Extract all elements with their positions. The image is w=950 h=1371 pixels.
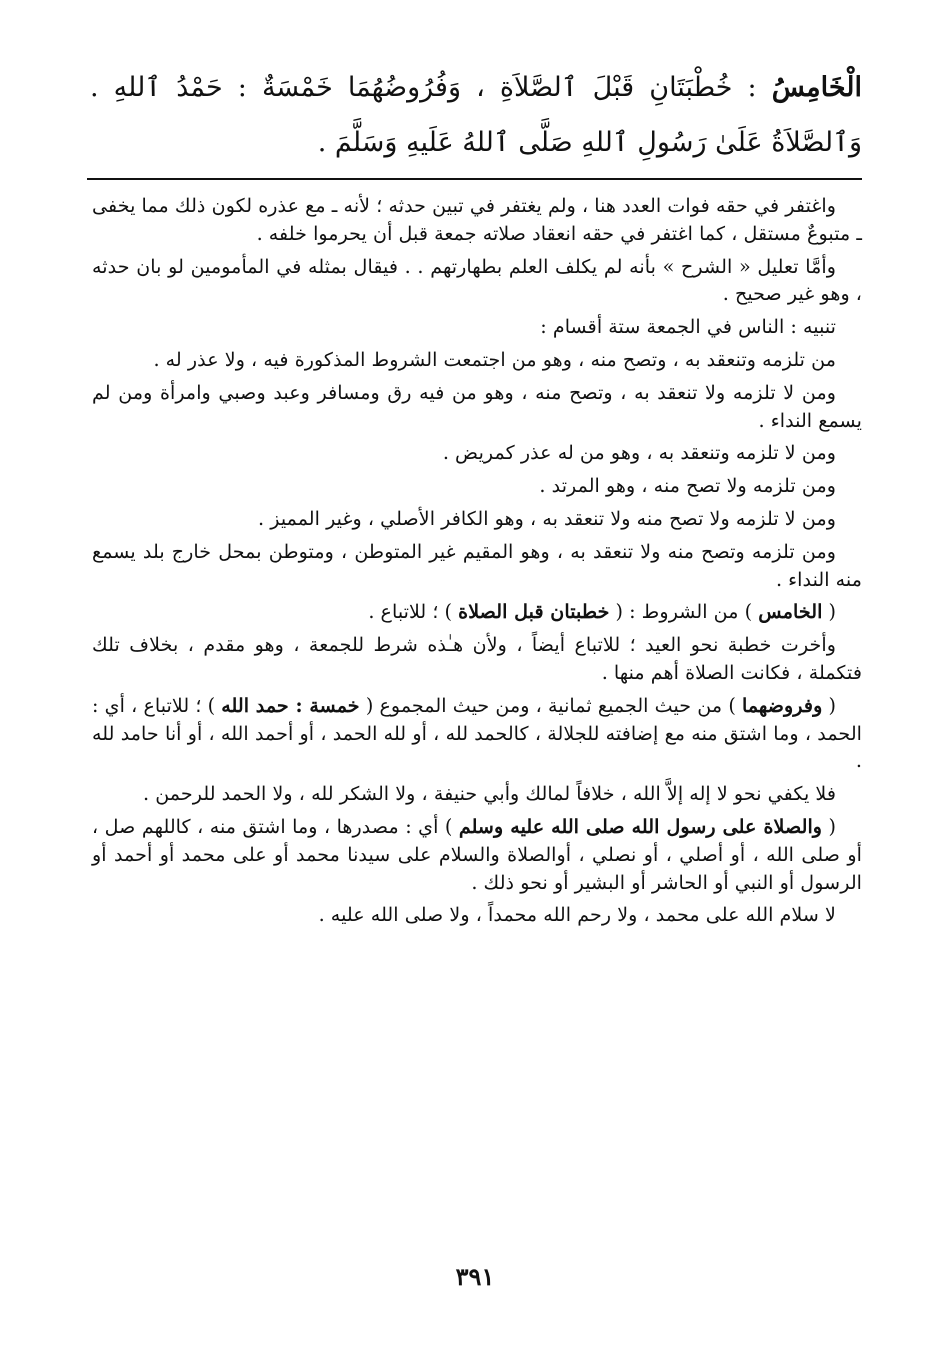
bracket: ( [822,814,836,838]
main-text-heading: الْخَامِسُ [771,72,862,103]
quoted-text-term: وفروضهما [741,693,823,717]
main-text [90,60,862,170]
bracket: ( [822,693,836,717]
commentary-paragraph [92,813,862,896]
commentary-text: ) ؛ للاتباع ، أي : الحمد ، وما اشتق منه مع إضافته للجلالة ، كالحمد لله ، أو لله الحمد ، أو أحمد الله ، أو أنا حامد لله . [92,693,862,773]
quoted-text-term: خمسة : حمد الله [221,693,360,717]
commentary-paragraph: ومن لا تلزمه ولا تصح منه ولا تنعقد به ، وهو الكافر الأصلي ، وغير المميز . [258,506,836,530]
commentary-text: ) أي : مصدرها ، وما اشتق منه ، كاللهم صل ، أو صلى الله ، أو أصلي ، أو نصلي ، أوالصلاة والسلام على سيدنا محمد أو على محمد أو أحمد أو الرسول أو النبي أو الحاشر أو البشير أو نحو ذلك . [92,814,862,894]
commentary-paragraph: لا سلام الله على محمد ، ولا رحم الله محمداً ، ولا صلى الله عليه . [318,903,836,927]
commentary-paragraph: ومن تلزمه وتصح منه ولا تنعقد به ، وهو المقيم غير المتوطن ، ومتوطن بمحل خارج بلد يسمع منه النداء . [92,539,862,591]
separator-line [87,178,862,180]
commentary-paragraph: من تلزمه وتنعقد به ، وتصح منه ، وهو من اجتمعت الشروط المذكورة فيه ، ولا عذر له . [153,347,836,371]
commentary-paragraph: وأخرت خطبة نحو العيد ؛ للاتباع أيضاً ، ولأن هـٰذه شرط للجمعة ، وهو مقدم ، بخلاف تلك فتكملة ، فكانت الصلاة أهم منها . [92,633,862,684]
commentary-paragraph: واغتفر في حقه فوات العدد هنا ، ولم يغتفر في تبين حدثه ؛ لأنه ـ مع عذره لكون ذلك مما يخفى ـ متبوعٌ مستقل ، كما اغتفر في حقه انعقاد صلاته جمعة قبل أن يحرموا خلفه . [92,194,862,245]
commentary-paragraph: وأمَّا تعليل « الشرح » بأنه لم يكلف العلم بطهارتهم . . فيقال بمثله في المأمومين لو بان حدثه ، وهو غير صحيح . [92,254,862,306]
commentary-paragraph: ومن لا تلزمه وتنعقد به ، وهو من له عذر كمريض . [442,441,836,465]
commentary [92,192,862,934]
commentary-text: ) ؛ للاتباع . [368,600,459,624]
commentary-paragraph: ومن تلزمه ولا تصح منه ، وهو المرتد . [539,474,836,498]
commentary-paragraph [92,692,862,775]
commentary-text: ) من حيث الجميع ثمانية ، ومن حيث المجموع ( [359,693,742,717]
quoted-text-term: خطبتان قبل الصلاة [458,600,610,624]
commentary-paragraph: ومن لا تلزمه ولا تنعقد به ، وتصح منه ، وهو من فيه رق ومسافر وعبد وصبي وامرأة ومن لم يسمع النداء . [92,380,862,432]
page-number: ٣٩١ [455,1262,495,1291]
main-text-body: : خُطْبَتَانِ قَبْلَ ٱلصَّلاَةِ ، وَفُرُوضُهُمَا خَمْسَةٌ : حَمْدُ ٱللهِ . وَٱلصَّلاَةُ عَلَىٰ رَسُولِ ٱللهِ صَلَّى ٱللهُ عَلَيهِ وَسَلَّمَ . [90,72,862,158]
commentary-text: ) من الشروط : ( [609,600,759,624]
commentary-paragraph: تنبيه : الناس في الجمعة ستة أقسام : [540,315,836,339]
quoted-text-term: الخامس [758,600,823,624]
bracket: ( [822,600,836,624]
quoted-text-term: والصلاة على رسول الله صلى الله عليه وسلم [458,814,823,838]
commentary-paragraph [92,598,862,626]
commentary-paragraph: فلا يكفي نحو لا إله إلاَّ الله ، خلافاً لمالك وأبي حنيفة ، ولا الشكر لله ، ولا الحمد للرحمن . [143,782,836,806]
